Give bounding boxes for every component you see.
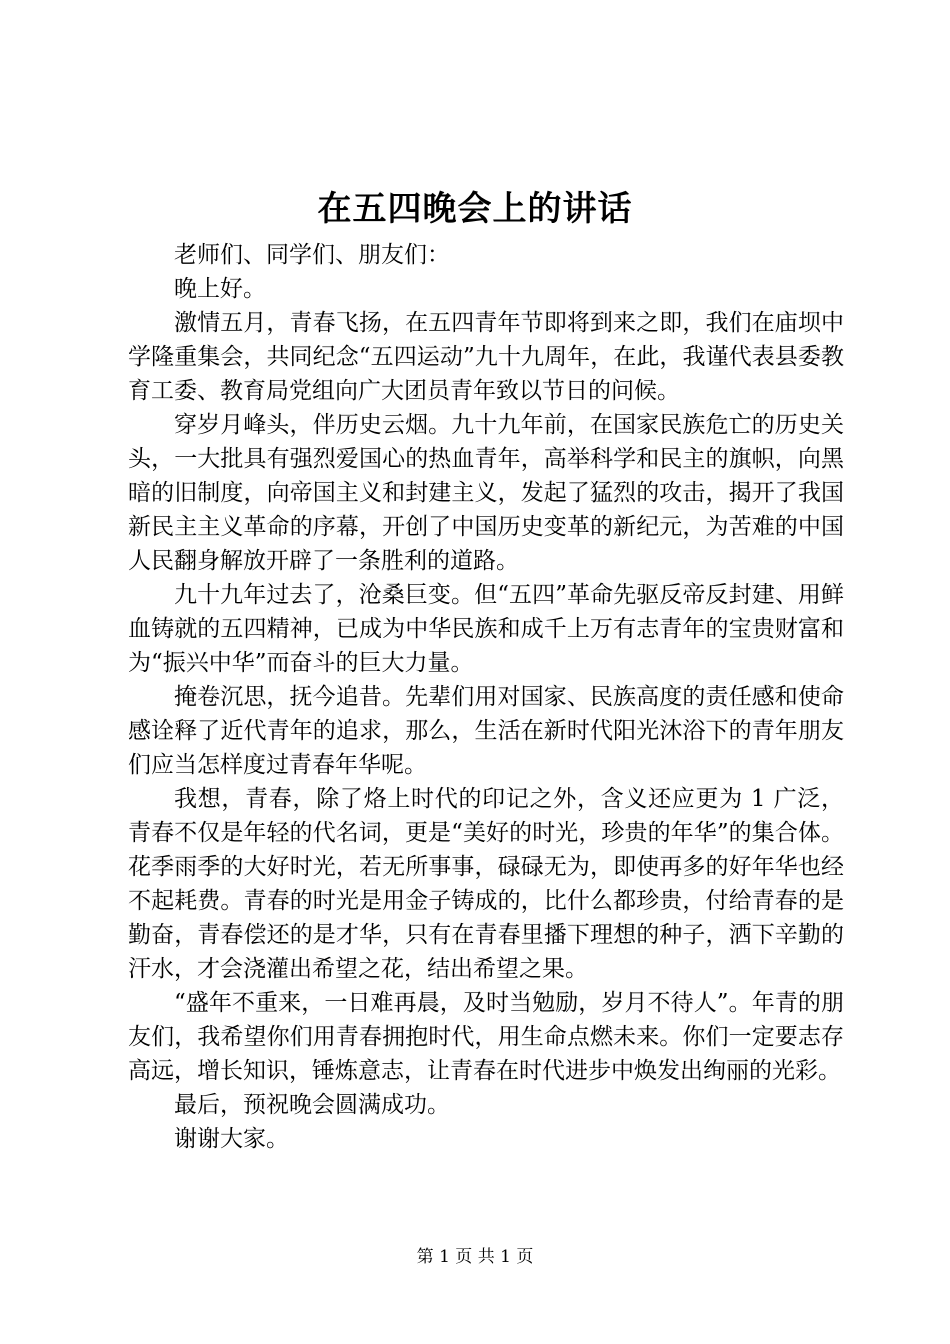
paragraph: 激情五月，青春飞扬，在五四青年节即将到来之即，我们在庙坝中学隆重集会，共同纪念“五四运动”九十九周年，在此，我谨代表县委教育工委、教育局党组向广大团员青年致以节日的问候。 [128,310,844,404]
paragraph: 九十九年过去了，沧桑巨变。但“五四”革命先驱反帝反封建、用鲜血铸就的五四精神，已成为中华民族和成千上万有志青年的宝贵财富和为“振兴中华”而奋斗的巨大力量。 [128,582,844,676]
paragraph: 穿岁月峰头，伴历史云烟。九十九年前，在国家民族危亡的历史关头，一大批具有强烈爱国心的热血青年，高举科学和民主的旗帜，向黑暗的旧制度，向帝国主义和封建主义，发起了猛烈的攻击，揭开了我国新民主主义革命的序幕，开创了中国历史变革的新纪元，为苦难的中国人民翻身解放开辟了一条胜利的道路。 [128,412,844,574]
paragraph: “盛年不重来，一日难再晨，及时当勉励，岁月不待人”。年青的朋友们，我希望你们用青春拥抱时代，用生命点燃未来。你们一定要志存高远，增长知识，锤炼意志，让青春在时代进步中焕发出绚丽的光彩。 [128,990,844,1084]
paragraph-thanks: 谢谢大家。 [174,1126,289,1152]
paragraph-closing-wish: 最后，预祝晚会圆满成功。 [174,1092,450,1118]
paragraph-good-evening: 晚上好。 [174,276,266,302]
paragraph-greeting: 老师们、同学们、朋友们： [174,242,450,268]
document-body [128,238,844,1156]
paragraph: 我想，青春，除了烙上时代的印记之外，含义还应更为 1 广泛，青春不仅是年轻的代名词，更是“美好的时光，珍贵的年华”的集合体。花季雨季的大好时光，若无所事事，碌碌无为，即使再多的好年华也经不起耗费。青春的时光是用金子铸成的，比什么都珍贵，付给青春的是勤奋，青春偿还的是才华，只有在青春里播下理想的种子，洒下辛勤的汗水，才会浇灌出希望之花，结出希望之果。 [128,786,844,982]
paragraph: 掩卷沉思，抚今追昔。先辈们用对国家、民族高度的责任感和使命感诠释了近代青年的追求，那么，生活在新时代阳光沐浴下的青年朋友们应当怎样度过青春年华呢。 [128,684,844,778]
page-number-footer: 第 1 页 共 1 页 [416,1247,534,1267]
document-title: 在五四晚会上的讲话 [317,189,633,229]
